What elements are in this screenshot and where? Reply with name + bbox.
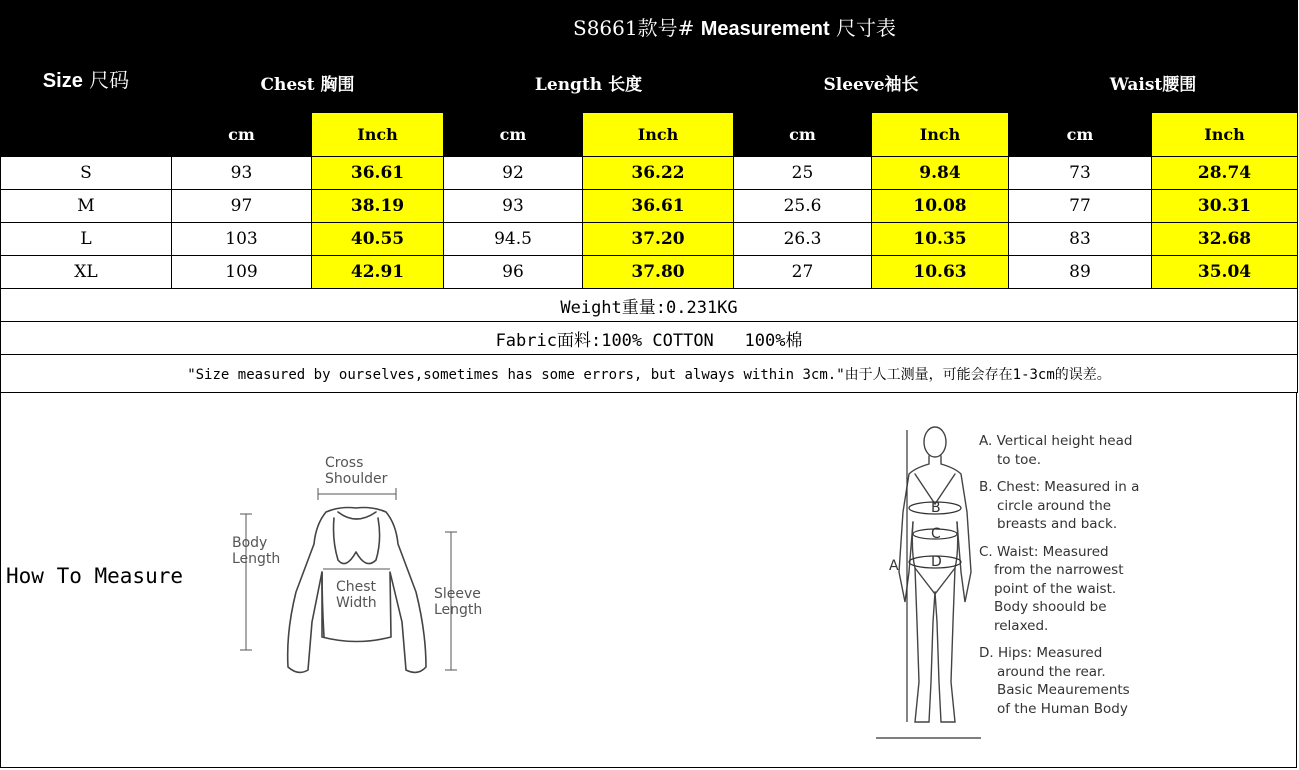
table-row bbox=[1, 256, 1298, 289]
sleeve-cm-cell: 25 bbox=[734, 157, 872, 190]
chest-inch-cell: 42.91 bbox=[312, 256, 444, 289]
length-cm-cell: 93 bbox=[444, 190, 583, 223]
length-inch-cell: 36.61 bbox=[583, 190, 734, 223]
fabric-row: Fabric面料:100% COTTON 100%棉 bbox=[1, 322, 1298, 355]
size-cell: S bbox=[1, 157, 172, 190]
chest-cm-cell: 103 bbox=[172, 223, 312, 256]
sleeve-cm-cell: 27 bbox=[734, 256, 872, 289]
legend-c: C. Waist: Measured from the narrowest point of the waist. Body shoould be relaxed. bbox=[979, 543, 1124, 634]
chest-width-label-1: Chest bbox=[336, 579, 377, 595]
sleeve-inch-cell: 9.84 bbox=[872, 157, 1009, 190]
body-length-label-1: Body bbox=[232, 535, 268, 551]
chest-cm-cell: 93 bbox=[172, 157, 312, 190]
table-row bbox=[1, 157, 1298, 190]
waist-cm-cell: 77 bbox=[1009, 190, 1152, 223]
unit-cm: cm bbox=[444, 113, 583, 157]
body-diagram bbox=[871, 422, 981, 742]
unit-cm: cm bbox=[734, 113, 872, 157]
waist-cm-cell: 83 bbox=[1009, 223, 1152, 256]
letter-d: D bbox=[931, 554, 942, 570]
how-to-measure-heading: How To Measure bbox=[6, 564, 184, 588]
letter-c: C bbox=[931, 526, 941, 542]
length-inch-cell: 37.80 bbox=[583, 256, 734, 289]
length-inch-cell: 36.22 bbox=[583, 157, 734, 190]
sleeve-inch-cell: 10.63 bbox=[872, 256, 1009, 289]
chest-header: Chest 胸围 bbox=[172, 53, 444, 113]
chest-cm-cell: 97 bbox=[172, 190, 312, 223]
body-letters bbox=[889, 500, 942, 574]
shirt-diagram bbox=[226, 452, 506, 692]
length-cm-cell: 94.5 bbox=[444, 223, 583, 256]
waist-inch-cell: 32.68 bbox=[1152, 223, 1298, 256]
letter-a: A bbox=[889, 558, 899, 574]
unit-cm: cm bbox=[1009, 113, 1152, 157]
chest-cm-cell: 109 bbox=[172, 256, 312, 289]
chest-inch-cell: 36.61 bbox=[312, 157, 444, 190]
sleeve-length-label-2: Length bbox=[434, 602, 483, 618]
chest-width-label-2: Width bbox=[336, 595, 377, 611]
sleeve-cm-cell: 26.3 bbox=[734, 223, 872, 256]
chest-inch-cell: 38.19 bbox=[312, 190, 444, 223]
cross-label-1: Cross bbox=[325, 455, 364, 471]
size-cell: XL bbox=[1, 256, 172, 289]
sleeve-header: Sleeve袖长 bbox=[734, 53, 1009, 113]
sleeve-inch-cell: 10.08 bbox=[872, 190, 1009, 223]
sleeve-cm-cell: 25.6 bbox=[734, 190, 872, 223]
waist-cm-cell: 73 bbox=[1009, 157, 1152, 190]
waist-header: Waist腰围 bbox=[1009, 53, 1298, 113]
waist-inch-cell: 35.04 bbox=[1152, 256, 1298, 289]
table-title: S8661款号# Measurement 尺寸表 bbox=[172, 1, 1298, 53]
length-header: Length 长度 bbox=[444, 53, 734, 113]
body-length-label-2: Length bbox=[232, 551, 281, 567]
unit-inch: Inch bbox=[312, 113, 444, 157]
cross-label-2: Shoulder bbox=[325, 471, 388, 487]
size-header: Size 尺码 bbox=[1, 1, 172, 157]
weight-row: Weight重量:0.231KG bbox=[1, 289, 1298, 322]
body-outline bbox=[899, 427, 971, 722]
table-row bbox=[1, 190, 1298, 223]
unit-cm: cm bbox=[172, 113, 312, 157]
measurement-note: "Size measured by ourselves,sometimes has some errors, but always within 3cm."由于人工测量，可能会存在1-3cm的误差。 bbox=[1, 355, 1298, 393]
waist-cm-cell: 89 bbox=[1009, 256, 1152, 289]
unit-inch: Inch bbox=[1152, 113, 1298, 157]
waist-inch-cell: 28.74 bbox=[1152, 157, 1298, 190]
length-cm-cell: 92 bbox=[444, 157, 583, 190]
letter-b: B bbox=[931, 500, 941, 516]
how-to-measure-section bbox=[0, 392, 1297, 768]
length-inch-cell: 37.20 bbox=[583, 223, 734, 256]
chest-inch-cell: 40.55 bbox=[312, 223, 444, 256]
legend-b: B. Chest: Measured in a circle around the breasts and back. bbox=[979, 479, 1140, 532]
size-cell: M bbox=[1, 190, 172, 223]
unit-inch: Inch bbox=[583, 113, 734, 157]
unit-inch: Inch bbox=[872, 113, 1009, 157]
waist-inch-cell: 30.31 bbox=[1152, 190, 1298, 223]
sleeve-inch-cell: 10.35 bbox=[872, 223, 1009, 256]
table-row bbox=[1, 223, 1298, 256]
length-cm-cell: 96 bbox=[444, 256, 583, 289]
legend-d: D. Hips: Measured around the rear. Basic Meaurements of the Human Body bbox=[979, 645, 1130, 717]
size-cell: L bbox=[1, 223, 172, 256]
measurement-legend bbox=[979, 432, 1139, 727]
legend-a: A. Vertical height head to toe. bbox=[979, 433, 1133, 468]
sleeve-length-label-1: Sleeve bbox=[434, 586, 481, 602]
shirt-labels bbox=[232, 455, 482, 618]
